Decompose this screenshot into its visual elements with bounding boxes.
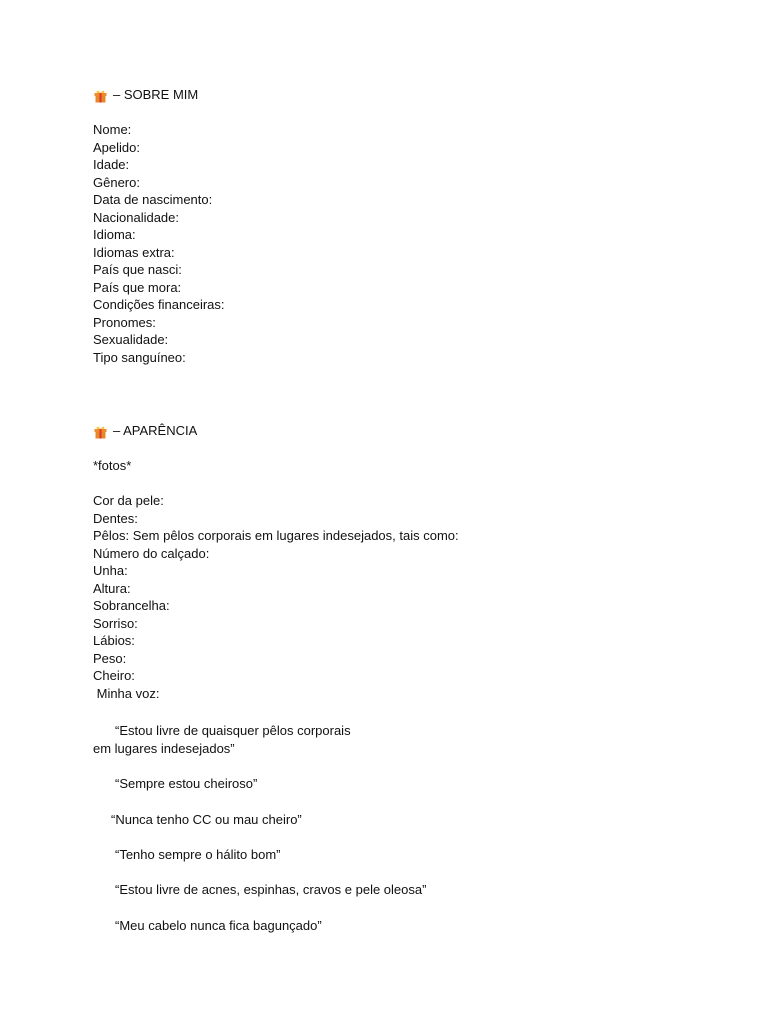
- field-label: Lábios:: [93, 633, 135, 648]
- field-label: Apelido:: [93, 139, 140, 155]
- gift-icon: [93, 424, 108, 439]
- field-label: Sorriso:: [93, 615, 138, 631]
- field-label: País que mora:: [93, 279, 182, 295]
- affirmation: “Meu cabelo nunca fica bagunçado”: [115, 918, 322, 933]
- field-label: Unha:: [93, 563, 128, 578]
- affirmation: “Nunca tenho CC ou mau cheiro”: [111, 812, 302, 827]
- field-label: Dentes:: [93, 510, 138, 526]
- field-label: Idade:: [93, 157, 130, 172]
- field-label: Gênero:: [93, 174, 140, 190]
- gift-icon: [93, 88, 108, 103]
- field-label: Cheiro:: [93, 668, 135, 683]
- affirmation: em lugares indesejados”: [93, 740, 235, 756]
- field-label: Pêlos: Sem pêlos corporais em lugares indesejados, tais como:: [93, 528, 459, 543]
- section-title: – APARÊNCIA: [113, 423, 198, 438]
- affirmation: “Tenho sempre o hálito bom”: [115, 847, 281, 862]
- field-label: Peso:: [93, 650, 127, 666]
- field-label: Condições financeiras:: [93, 297, 225, 312]
- field-label: Data de nascimento:: [93, 192, 213, 207]
- photos-note: *fotos*: [93, 458, 132, 473]
- field-label: Número do calçado:: [93, 545, 210, 561]
- field-label: País que nasci:: [93, 262, 182, 277]
- field-label: Nacionalidade:: [93, 209, 180, 225]
- field-label: Cor da pele:: [93, 493, 164, 508]
- field-label: Sobrancelha:: [93, 598, 170, 613]
- affirmation: “Estou livre de quaisquer pêlos corporais: [115, 723, 351, 738]
- field-label: Idioma:: [93, 227, 136, 242]
- field-label: Minha voz:: [93, 685, 160, 701]
- field-label: Pronomes:: [93, 314, 156, 330]
- field-label: Nome:: [93, 122, 132, 137]
- section-heading-about: [93, 86, 198, 104]
- field-label: Sexualidade:: [93, 332, 169, 347]
- affirmation: “Sempre estou cheiroso”: [115, 776, 258, 791]
- affirmation: “Estou livre de acnes, espinhas, cravos e pele oleosa”: [115, 882, 427, 897]
- field-label: Idiomas extra:: [93, 244, 175, 260]
- field-label: Altura:: [93, 580, 131, 596]
- section-heading-appearance: [93, 422, 197, 440]
- section-title: – SOBRE MIM: [113, 87, 199, 102]
- field-label: Tipo sanguíneo:: [93, 349, 186, 365]
